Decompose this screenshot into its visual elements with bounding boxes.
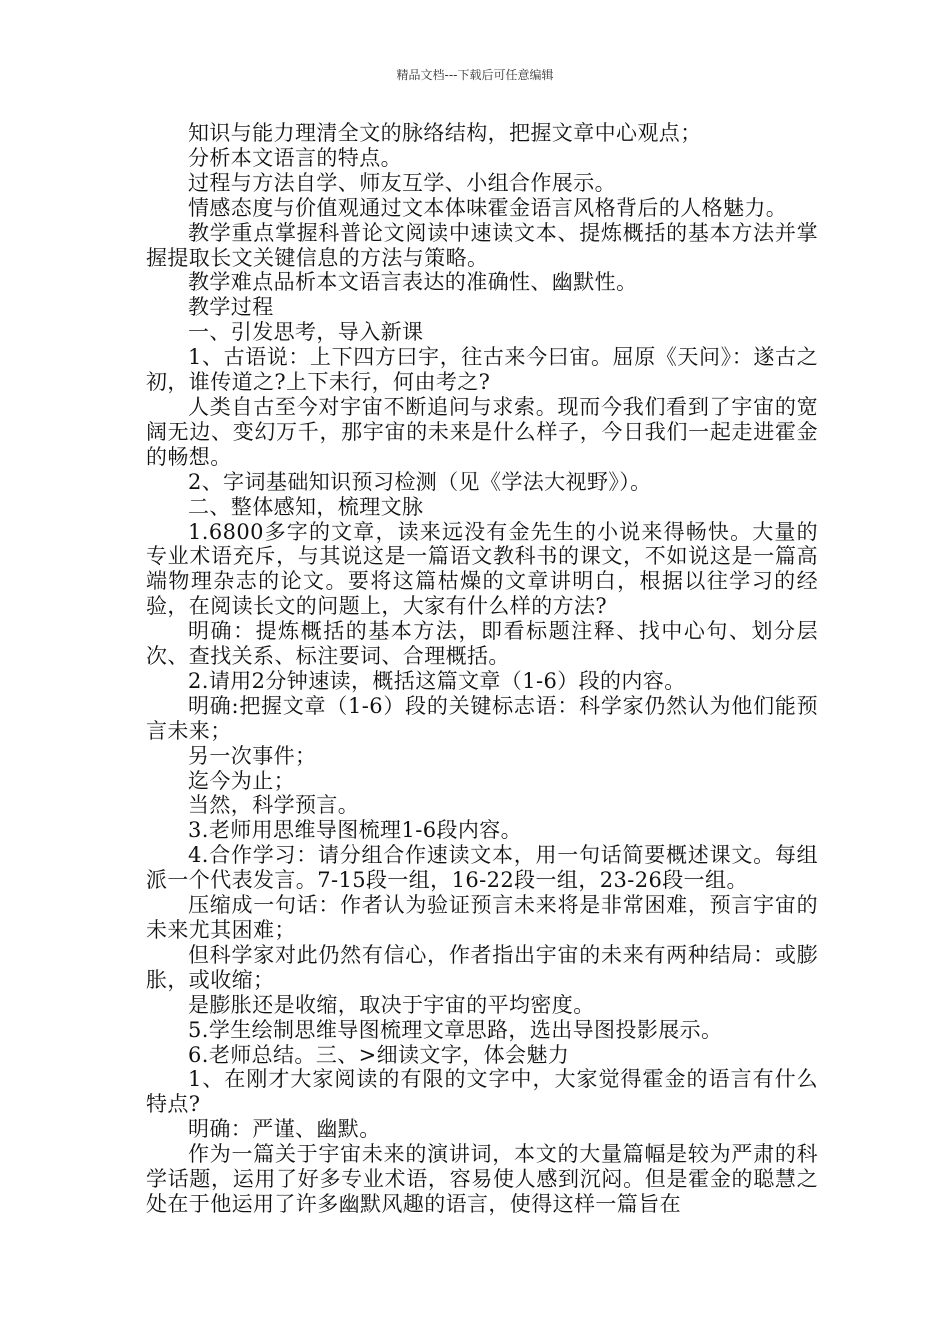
section-heading: 教学过程 bbox=[188, 295, 274, 320]
section-heading: 二、整体感知，梳理文脉 bbox=[188, 494, 424, 519]
paragraph: 情感态度与价值观通过文本体味霍金语言风格背后的人格魅力。 bbox=[188, 195, 788, 220]
paragraph: 明确:把握文章（1-6）段的关键标志语：科学家仍然认为他们能预言未来； bbox=[146, 693, 818, 743]
paragraph: 作为一篇关于宇宙未来的演讲词，本文的大量篇幅是较为严肃的科学话题，运用了好多专业术语，容易使人感到沉闷。但是霍金的聪慧之处在于他运用了许多幽默风趣的语言，使得这样一篇旨在 bbox=[146, 1142, 818, 1216]
paragraph: 1.6800多字的文章，读来远没有金先生的小说来得畅快。大量的专业术语充斥，与其说这是一篇语文教科书的课文，不如说这是一篇高端物理杂志的论文。要将这篇枯燥的文章讲明白，根据以往学习的经验，在阅读长文的问题上，大家有什么样的方法? bbox=[146, 519, 818, 619]
paragraph: 但科学家对此仍然有信心，作者指出宇宙的未来有两种结局：或膨胀，或收缩； bbox=[146, 942, 818, 992]
paragraph: 迄今为止； bbox=[188, 768, 295, 793]
paragraph: 当然，科学预言。 bbox=[188, 793, 360, 818]
paragraph: 是膨胀还是收缩，取决于宇宙的平均密度。 bbox=[188, 992, 595, 1017]
paragraph: 过程与方法自学、师友互学、小组合作展示。 bbox=[188, 170, 616, 195]
paragraph: 明确：提炼概括的基本方法，即看标题注释、找中心句、划分层次、查找关系、标注要词、合理概括。 bbox=[146, 619, 818, 669]
paragraph: 人类自古至今对宇宙不断追问与求索。现而今我们看到了宇宙的宽阔无边、变幻万千，那宇宙的未来是什么样子，今日我们一起走进霍金的畅想。 bbox=[146, 394, 818, 469]
paragraph: 2、字词基础知识预习检测（见《学法大视野》）。 bbox=[188, 469, 652, 494]
document-body bbox=[146, 121, 818, 1217]
paragraph: 压缩成一句话：作者认为验证预言未来将是非常困难，预言宇宙的未来尤其困难； bbox=[146, 893, 818, 942]
paragraph: 2.请用2分钟速读，概括这篇文章（1-6）段的内容。 bbox=[188, 668, 686, 693]
paragraph: 3.老师用思维导图梳理1-6段内容。 bbox=[188, 818, 523, 843]
paragraph: 4.合作学习：请分组合作速读文本，用一句话简要概述课文。每组派一个代表发言。7-15段一组，16-22段一组，23-26段一组。 bbox=[146, 843, 818, 893]
paragraph: 知识与能力理清全文的脉络结构，把握文章中心观点； bbox=[188, 121, 702, 145]
paragraph: 1、古语说：上下四方曰宇，往古来今曰宙。屈原《天问》：遂古之初，谁传道之?上下未行，何由考之? bbox=[146, 345, 818, 395]
paragraph: 另一次事件； bbox=[188, 743, 317, 768]
section-heading: 一、引发思考，导入新课 bbox=[188, 320, 424, 345]
paragraph: 6.老师总结。三、>细读文字，体会魅力 bbox=[188, 1042, 570, 1067]
page-header: 精品文档---下载后可任意编辑 bbox=[396, 68, 554, 82]
paragraph: 5.学生绘制思维导图梳理文章思路，选出导图投影展示。 bbox=[188, 1017, 723, 1042]
paragraph: 分析本文语言的特点。 bbox=[188, 145, 402, 170]
paragraph: 明确：严谨、幽默。 bbox=[188, 1117, 381, 1142]
paragraph: 教学重点掌握科普论文阅读中速读文本、提炼概括的基本方法并掌握提取长文关键信息的方法与策略。 bbox=[146, 220, 818, 270]
paragraph: 1、在刚才大家阅读的有限的文字中，大家觉得霍金的语言有什么特点? bbox=[146, 1067, 818, 1117]
paragraph: 教学难点品析本文语言表达的准确性、幽默性。 bbox=[188, 270, 638, 295]
